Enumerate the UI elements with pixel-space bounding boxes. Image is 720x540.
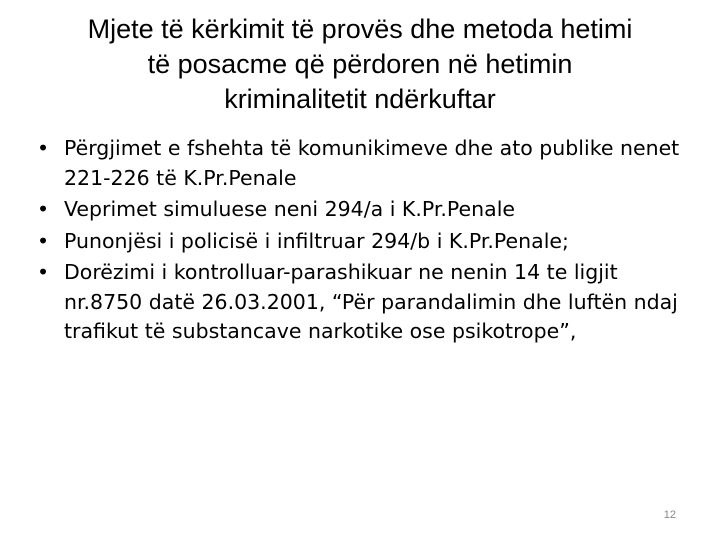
bullet-text: Veprimet simuluese neni 294/a i K.Pr.Penale bbox=[64, 197, 516, 221]
bullet-marker: • bbox=[36, 136, 50, 160]
page-number: 12 bbox=[663, 509, 676, 521]
bullet-text: Punonjësi i policisë i infiltruar 294/b i K.Pr.Penale; bbox=[64, 228, 569, 253]
bullet-marker: • bbox=[36, 260, 50, 284]
bullet-item bbox=[36, 227, 686, 257]
bullet-text: Dorëzimi i kontrolluar-parashikuar ne nenin 14 te ligjit nr.8750 datë 26.03.2001, “Për parandalimin dhe luftën ndaj trafikut të substancave narkotike ose psikotrope”, bbox=[64, 260, 678, 343]
slide-title: Mjete të kërkimit të provës dhe metoda hetimi të posacme që përdoren në hetimin kriminalitetit ndërkuftar bbox=[87, 14, 633, 114]
bullet-marker: • bbox=[36, 197, 50, 221]
bullet-marker: • bbox=[36, 228, 50, 253]
bullet-item bbox=[36, 195, 686, 225]
bullet-list bbox=[36, 134, 686, 349]
bullet-text: Përgjimet e fshehta të komunikimeve dhe ato publike nenet 221-226 të K.Pr.Penale bbox=[64, 136, 680, 190]
bullet-item bbox=[36, 134, 686, 193]
bullet-item bbox=[36, 258, 686, 347]
